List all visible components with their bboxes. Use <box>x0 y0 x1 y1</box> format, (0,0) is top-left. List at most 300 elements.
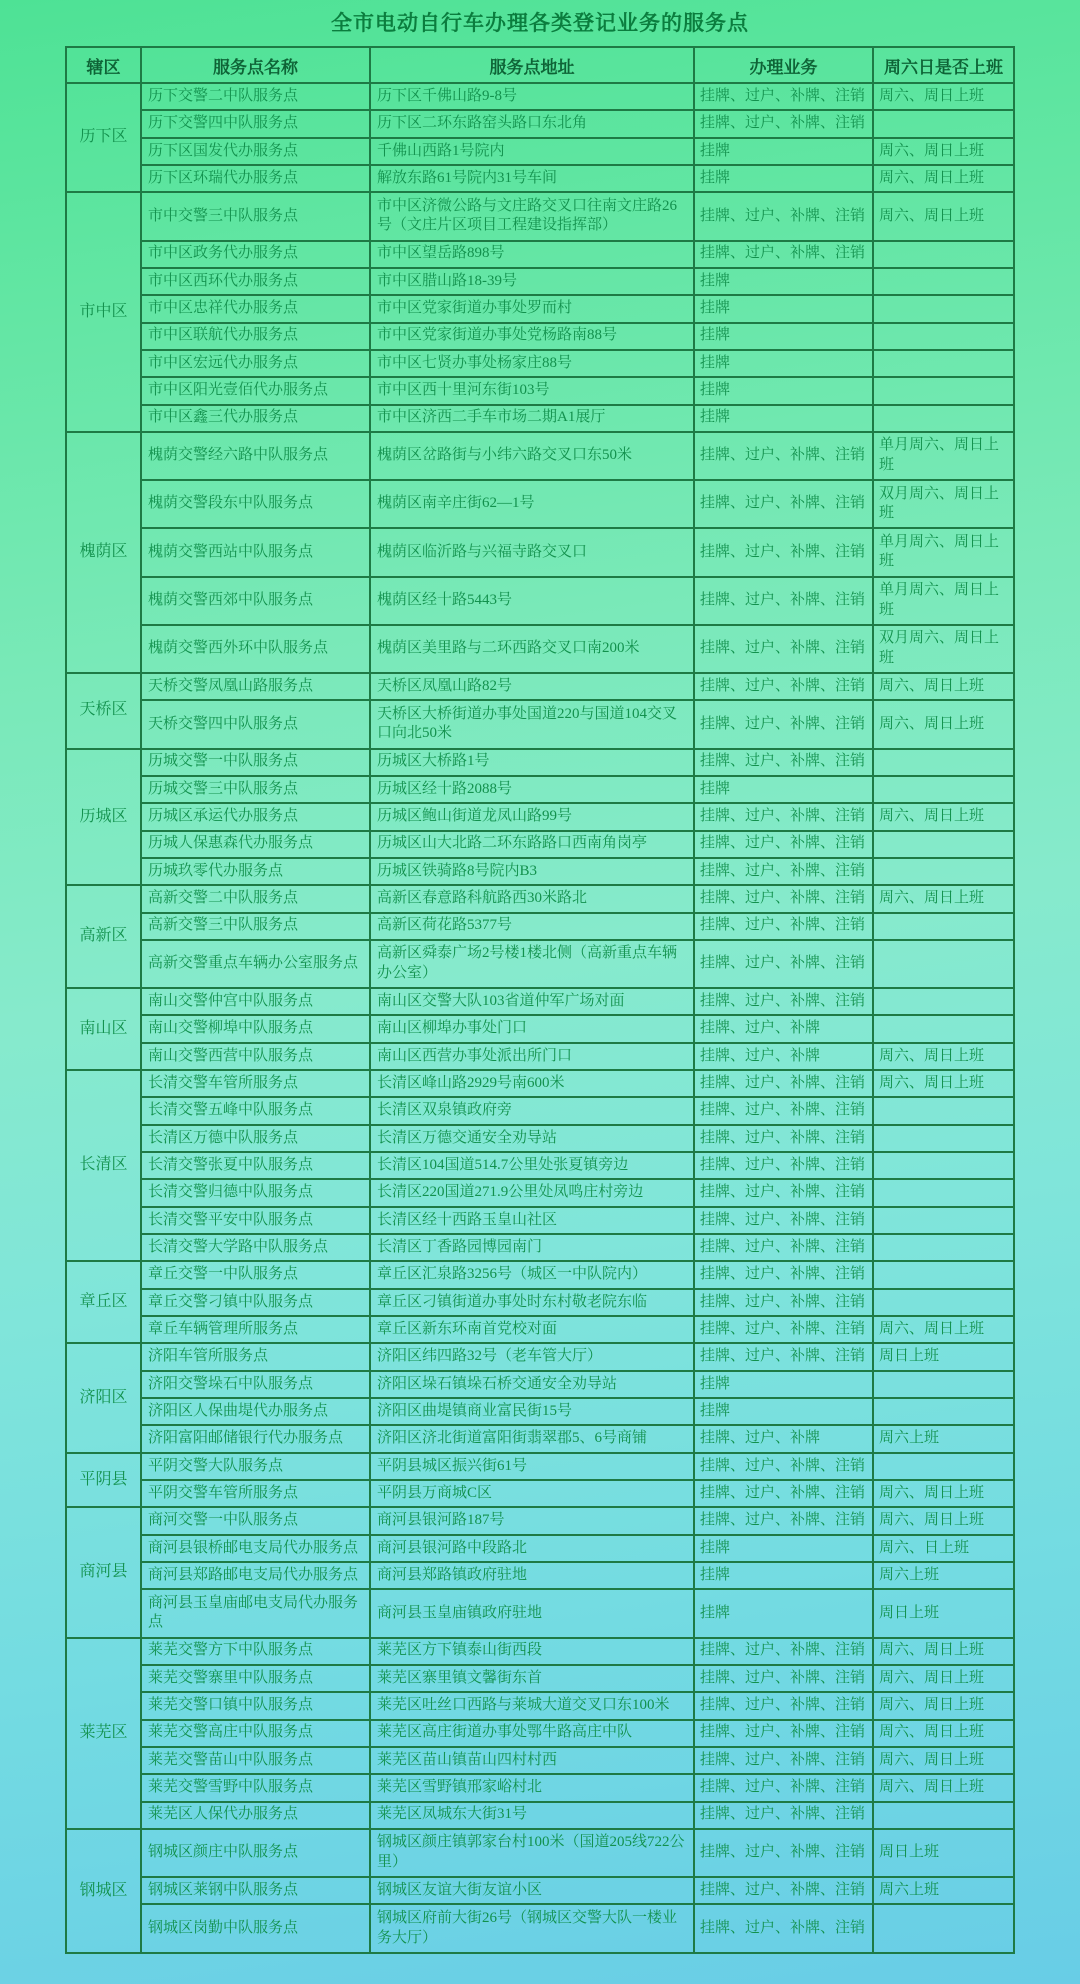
table-row <box>66 350 1014 377</box>
weekend-cell <box>873 1179 1014 1206</box>
weekend-cell: 周六、周日上班 <box>873 803 1014 830</box>
service-name-cell: 钢城区颜庄中队服务点 <box>141 1829 370 1877</box>
services-cell: 挂牌、过户、补牌、注销 <box>694 625 873 673</box>
weekend-cell: 周六、周日上班 <box>873 700 1014 748</box>
service-name-cell: 长清交警大学路中队服务点 <box>141 1234 370 1261</box>
header-row <box>66 47 1014 83</box>
table-row <box>66 268 1014 295</box>
district-cell: 历下区 <box>66 83 141 192</box>
services-cell: 挂牌 <box>694 776 873 803</box>
table-row <box>66 1774 1014 1801</box>
table-row <box>66 803 1014 830</box>
address-cell: 市中区望岳路898号 <box>370 241 694 268</box>
address-cell: 莱芜区雪野镇邢家峪村北 <box>370 1774 694 1801</box>
address-cell: 槐荫区南辛庄街62—1号 <box>370 480 694 528</box>
services-cell: 挂牌、过户、补牌、注销 <box>694 1638 873 1665</box>
address-cell: 长清区220国道271.9公里处凤鸣庄村旁边 <box>370 1179 694 1206</box>
weekend-cell: 周六、周日上班 <box>873 1692 1014 1719</box>
service-name-cell: 槐荫交警段东中队服务点 <box>141 480 370 528</box>
services-cell: 挂牌、过户、补牌、注销 <box>694 1904 873 1953</box>
table-row <box>66 480 1014 528</box>
services-cell: 挂牌、过户、补牌、注销 <box>694 1747 873 1774</box>
table-row <box>66 1234 1014 1261</box>
table-header <box>66 47 1014 83</box>
table-row <box>66 858 1014 885</box>
table-row <box>66 1398 1014 1425</box>
service-name-cell: 莱芜区人保代办服务点 <box>141 1802 370 1829</box>
table-row <box>66 1425 1014 1452</box>
service-name-cell: 槐荫交警西郊中队服务点 <box>141 577 370 625</box>
table-row <box>66 940 1014 988</box>
district-cell: 长清区 <box>66 1070 141 1261</box>
service-name-cell: 市中交警三中队服务点 <box>141 192 370 240</box>
table-row <box>66 1904 1014 1953</box>
table-row <box>66 528 1014 576</box>
address-cell: 长清区峰山路2929号南600米 <box>370 1070 694 1097</box>
table-row <box>66 377 1014 404</box>
service-name-cell: 莱芜交警高庄中队服务点 <box>141 1720 370 1747</box>
weekend-cell: 周六上班 <box>873 1877 1014 1904</box>
address-cell: 市中区党家街道办事处党杨路南88号 <box>370 323 694 350</box>
table-row <box>66 110 1014 137</box>
service-name-cell: 历城人保惠森代办服务点 <box>141 831 370 858</box>
address-cell: 解放东路61号院内31号车间 <box>370 165 694 192</box>
service-name-cell: 南山交警西营中队服务点 <box>141 1043 370 1070</box>
weekend-cell <box>873 776 1014 803</box>
header-services: 办理业务 <box>694 47 873 83</box>
weekend-cell: 周六、周日上班 <box>873 1480 1014 1507</box>
weekend-cell <box>873 350 1014 377</box>
address-cell: 市中区济西二手车市场二期A1展厅 <box>370 405 694 432</box>
weekend-cell <box>873 110 1014 137</box>
table-row <box>66 1692 1014 1719</box>
address-cell: 商河县玉皇庙镇政府驻地 <box>370 1589 694 1637</box>
weekend-cell: 周六、周日上班 <box>873 138 1014 165</box>
address-cell: 商河县银河路中段路北 <box>370 1535 694 1562</box>
weekend-cell <box>873 940 1014 988</box>
address-cell: 钢城区颜庄镇郭家台村100米（国道205线722公里） <box>370 1829 694 1877</box>
address-cell: 槐荫区岔路街与小纬六路交叉口东50米 <box>370 432 694 480</box>
table-row <box>66 1179 1014 1206</box>
table-row <box>66 1152 1014 1179</box>
district-cell: 市中区 <box>66 192 141 432</box>
address-cell: 千佛山西路1号院内 <box>370 138 694 165</box>
weekend-cell <box>873 241 1014 268</box>
weekend-cell: 周六、周日上班 <box>873 1507 1014 1534</box>
service-name-cell: 平阴交警车管所服务点 <box>141 1480 370 1507</box>
weekend-cell: 周六、周日上班 <box>873 1070 1014 1097</box>
service-name-cell: 市中区鑫三代办服务点 <box>141 405 370 432</box>
services-cell: 挂牌、过户、补牌、注销 <box>694 749 873 776</box>
services-cell: 挂牌、过户、补牌、注销 <box>694 1152 873 1179</box>
table-row <box>66 432 1014 480</box>
services-cell: 挂牌、过户、补牌、注销 <box>694 480 873 528</box>
weekend-cell: 周日上班 <box>873 1589 1014 1637</box>
address-cell: 南山区交警大队103省道仲军广场对面 <box>370 988 694 1015</box>
header-service-name: 服务点名称 <box>141 47 370 83</box>
service-points-tbody <box>66 83 1014 1953</box>
table-row <box>66 295 1014 322</box>
weekend-cell <box>873 295 1014 322</box>
address-cell: 济阳区济北街道富阳街翡翠郡5、6号商铺 <box>370 1425 694 1452</box>
table-row <box>66 1562 1014 1589</box>
services-cell: 挂牌 <box>694 1562 873 1589</box>
address-cell: 莱芜区高庄街道办事处鄂牛路高庄中队 <box>370 1720 694 1747</box>
services-cell: 挂牌 <box>694 323 873 350</box>
services-cell: 挂牌、过户、补牌、注销 <box>694 1692 873 1719</box>
district-cell: 平阴县 <box>66 1453 141 1508</box>
table-row <box>66 1589 1014 1637</box>
table-row <box>66 577 1014 625</box>
service-name-cell: 历下区国发代办服务点 <box>141 138 370 165</box>
service-name-cell: 历下交警二中队服务点 <box>141 83 370 110</box>
address-cell: 长清区丁香路园博园南门 <box>370 1234 694 1261</box>
service-name-cell: 槐荫交警经六路中队服务点 <box>141 432 370 480</box>
weekend-cell: 周六、周日上班 <box>873 1720 1014 1747</box>
weekend-cell <box>873 749 1014 776</box>
service-name-cell: 市中区宏远代办服务点 <box>141 350 370 377</box>
services-cell: 挂牌、过户、补牌、注销 <box>694 1261 873 1288</box>
table-row <box>66 192 1014 240</box>
weekend-cell: 周日上班 <box>873 1829 1014 1877</box>
services-cell: 挂牌、过户、补牌、注销 <box>694 577 873 625</box>
address-cell: 高新区荷花路5377号 <box>370 913 694 940</box>
weekend-cell <box>873 1802 1014 1829</box>
weekend-cell <box>873 1152 1014 1179</box>
weekend-cell: 周六、周日上班 <box>873 1043 1014 1070</box>
services-cell: 挂牌 <box>694 1371 873 1398</box>
table-row <box>66 241 1014 268</box>
services-cell: 挂牌、过户、补牌 <box>694 1425 873 1452</box>
table-row <box>66 988 1014 1015</box>
table-row <box>66 885 1014 912</box>
district-cell: 商河县 <box>66 1507 141 1637</box>
address-cell: 钢城区友谊大街友谊小区 <box>370 1877 694 1904</box>
table-row <box>66 1802 1014 1829</box>
address-cell: 南山区西营办事处派出所门口 <box>370 1043 694 1070</box>
address-cell: 莱芜区方下镇泰山街西段 <box>370 1638 694 1665</box>
services-cell: 挂牌、过户、补牌、注销 <box>694 1802 873 1829</box>
services-cell: 挂牌、过户、补牌、注销 <box>694 1507 873 1534</box>
district-cell: 章丘区 <box>66 1261 141 1343</box>
service-name-cell: 莱芜交警方下中队服务点 <box>141 1638 370 1665</box>
service-name-cell: 市中区政务代办服务点 <box>141 241 370 268</box>
table-row <box>66 1507 1014 1534</box>
address-cell: 商河县银河路187号 <box>370 1507 694 1534</box>
district-cell: 槐荫区 <box>66 432 141 673</box>
table-row <box>66 625 1014 673</box>
services-cell: 挂牌、过户、补牌、注销 <box>694 1316 873 1343</box>
service-name-cell: 长清交警车管所服务点 <box>141 1070 370 1097</box>
services-cell: 挂牌、过户、补牌、注销 <box>694 885 873 912</box>
services-cell: 挂牌、过户、补牌、注销 <box>694 528 873 576</box>
weekend-cell: 周六、周日上班 <box>873 83 1014 110</box>
service-name-cell: 市中区忠祥代办服务点 <box>141 295 370 322</box>
services-cell: 挂牌、过户、补牌、注销 <box>694 913 873 940</box>
services-cell: 挂牌、过户、补牌、注销 <box>694 1343 873 1370</box>
weekend-cell <box>873 1125 1014 1152</box>
table-row <box>66 83 1014 110</box>
services-cell: 挂牌 <box>694 350 873 377</box>
table-row <box>66 405 1014 432</box>
address-cell: 历城区大桥路1号 <box>370 749 694 776</box>
weekend-cell <box>873 323 1014 350</box>
address-cell: 南山区柳埠办事处门口 <box>370 1015 694 1042</box>
address-cell: 章丘区新东环南首党校对面 <box>370 1316 694 1343</box>
services-cell: 挂牌、过户、补牌 <box>694 1015 873 1042</box>
services-cell: 挂牌、过户、补牌、注销 <box>694 803 873 830</box>
service-name-cell: 莱芜交警口镇中队服务点 <box>141 1692 370 1719</box>
service-name-cell: 商河县银桥邮电支局代办服务点 <box>141 1535 370 1562</box>
services-cell: 挂牌、过户、补牌、注销 <box>694 988 873 1015</box>
service-name-cell: 莱芜交警寨里中队服务点 <box>141 1665 370 1692</box>
services-cell: 挂牌、过户、补牌、注销 <box>694 83 873 110</box>
services-cell: 挂牌、过户、补牌、注销 <box>694 1720 873 1747</box>
address-cell: 槐荫区临沂路与兴福寺路交叉口 <box>370 528 694 576</box>
address-cell: 莱芜区吐丝口西路与莱城大道交叉口东100米 <box>370 1692 694 1719</box>
services-cell: 挂牌、过户、补牌、注销 <box>694 1125 873 1152</box>
service-name-cell: 市中区联航代办服务点 <box>141 323 370 350</box>
service-name-cell: 槐荫交警西站中队服务点 <box>141 528 370 576</box>
service-name-cell: 长清交警归德中队服务点 <box>141 1179 370 1206</box>
services-cell: 挂牌、过户、补牌 <box>694 1043 873 1070</box>
services-cell: 挂牌 <box>694 377 873 404</box>
services-cell: 挂牌、过户、补牌、注销 <box>694 1480 873 1507</box>
service-name-cell: 平阴交警大队服务点 <box>141 1453 370 1480</box>
address-cell: 长清区双泉镇政府旁 <box>370 1097 694 1124</box>
address-cell: 天桥区大桥街道办事处国道220与国道104交叉口向北50米 <box>370 700 694 748</box>
table-row <box>66 1720 1014 1747</box>
table-row <box>66 749 1014 776</box>
table-row <box>66 1125 1014 1152</box>
services-cell: 挂牌、过户、补牌、注销 <box>694 1234 873 1261</box>
weekend-cell <box>873 1261 1014 1288</box>
district-cell: 历城区 <box>66 749 141 886</box>
weekend-cell <box>873 988 1014 1015</box>
service-name-cell: 章丘车辆管理所服务点 <box>141 1316 370 1343</box>
service-name-cell: 天桥交警凤凰山路服务点 <box>141 673 370 700</box>
weekend-cell <box>873 1398 1014 1425</box>
weekend-cell: 周六、周日上班 <box>873 1747 1014 1774</box>
address-cell: 济阳区纬四路32号（老车管大厅） <box>370 1343 694 1370</box>
service-name-cell: 济阳区人保曲堤代办服务点 <box>141 1398 370 1425</box>
services-cell: 挂牌 <box>694 1398 873 1425</box>
service-name-cell: 济阳交警垛石中队服务点 <box>141 1371 370 1398</box>
weekend-cell <box>873 268 1014 295</box>
service-name-cell: 高新交警重点车辆办公室服务点 <box>141 940 370 988</box>
weekend-cell <box>873 1904 1014 1953</box>
services-cell: 挂牌、过户、补牌、注销 <box>694 1179 873 1206</box>
service-name-cell: 济阳车管所服务点 <box>141 1343 370 1370</box>
address-cell: 莱芜区寨里镇文馨街东首 <box>370 1665 694 1692</box>
table-row <box>66 1829 1014 1877</box>
address-cell: 历城区鲍山街道龙凤山路99号 <box>370 803 694 830</box>
address-cell: 市中区党家街道办事处罗而村 <box>370 295 694 322</box>
table-row <box>66 1371 1014 1398</box>
service-name-cell: 莱芜交警苗山中队服务点 <box>141 1747 370 1774</box>
services-cell: 挂牌、过户、补牌、注销 <box>694 192 873 240</box>
weekend-cell: 周六、周日上班 <box>873 885 1014 912</box>
weekend-cell <box>873 1371 1014 1398</box>
weekend-cell: 单月周六、周日上班 <box>873 577 1014 625</box>
service-name-cell: 长清交警五峰中队服务点 <box>141 1097 370 1124</box>
weekend-cell <box>873 1234 1014 1261</box>
service-name-cell: 历下区环瑞代办服务点 <box>141 165 370 192</box>
services-cell: 挂牌、过户、补牌、注销 <box>694 1453 873 1480</box>
table-row <box>66 1043 1014 1070</box>
weekend-cell: 周六、周日上班 <box>873 1665 1014 1692</box>
weekend-cell: 周六上班 <box>873 1425 1014 1452</box>
services-cell: 挂牌、过户、补牌、注销 <box>694 1665 873 1692</box>
weekend-cell <box>873 377 1014 404</box>
service-name-cell: 槐荫交警西外环中队服务点 <box>141 625 370 673</box>
table-row <box>66 1453 1014 1480</box>
service-name-cell: 莱芜交警雪野中队服务点 <box>141 1774 370 1801</box>
service-name-cell: 天桥交警四中队服务点 <box>141 700 370 748</box>
services-cell: 挂牌、过户、补牌、注销 <box>694 940 873 988</box>
service-name-cell: 高新交警二中队服务点 <box>141 885 370 912</box>
service-name-cell: 济阳富阳邮储银行代办服务点 <box>141 1425 370 1452</box>
address-cell: 济阳区垛石镇垛石桥交通安全劝导站 <box>370 1371 694 1398</box>
services-cell: 挂牌、过户、补牌、注销 <box>694 700 873 748</box>
services-cell: 挂牌、过户、补牌、注销 <box>694 1289 873 1316</box>
weekend-cell <box>873 913 1014 940</box>
table-row <box>66 1070 1014 1097</box>
service-name-cell: 钢城区莱钢中队服务点 <box>141 1877 370 1904</box>
table-row <box>66 1343 1014 1370</box>
address-cell: 长清区万德交通安全劝导站 <box>370 1125 694 1152</box>
services-cell: 挂牌 <box>694 1589 873 1637</box>
weekend-cell: 周六、周日上班 <box>873 192 1014 240</box>
district-cell: 南山区 <box>66 988 141 1070</box>
services-cell: 挂牌、过户、补牌、注销 <box>694 1829 873 1877</box>
service-name-cell: 长清交警张夏中队服务点 <box>141 1152 370 1179</box>
address-cell: 钢城区府前大街26号（钢城区交警大队一楼业务大厅） <box>370 1904 694 1953</box>
service-name-cell: 长清区万德中队服务点 <box>141 1125 370 1152</box>
address-cell: 市中区七贤办事处杨家庄88号 <box>370 350 694 377</box>
address-cell: 章丘区刁镇街道办事处时东村敬老院东临 <box>370 1289 694 1316</box>
weekend-cell: 周六、周日上班 <box>873 1774 1014 1801</box>
weekend-cell: 周六、周日上班 <box>873 165 1014 192</box>
service-name-cell: 章丘交警刁镇中队服务点 <box>141 1289 370 1316</box>
address-cell: 高新区舜泰广场2号楼1楼北侧（高新重点车辆办公室） <box>370 940 694 988</box>
weekend-cell <box>873 1097 1014 1124</box>
service-name-cell: 南山交警柳埠中队服务点 <box>141 1015 370 1042</box>
table-row <box>66 1535 1014 1562</box>
address-cell: 商河县郑路镇政府驻地 <box>370 1562 694 1589</box>
weekend-cell: 周日上班 <box>873 1343 1014 1370</box>
weekend-cell <box>873 405 1014 432</box>
service-name-cell: 商河县玉皇庙邮电支局代办服务点 <box>141 1589 370 1637</box>
address-cell: 平阴县万商城C区 <box>370 1480 694 1507</box>
weekend-cell <box>873 1207 1014 1234</box>
services-cell: 挂牌、过户、补牌、注销 <box>694 673 873 700</box>
address-cell: 莱芜区苗山镇苗山四村村西 <box>370 1747 694 1774</box>
service-name-cell: 高新交警三中队服务点 <box>141 913 370 940</box>
services-cell: 挂牌、过户、补牌、注销 <box>694 1774 873 1801</box>
address-cell: 历城区山大北路二环东路路口西南角岗亭 <box>370 831 694 858</box>
services-cell: 挂牌、过户、补牌、注销 <box>694 432 873 480</box>
weekend-cell: 单月周六、周日上班 <box>873 432 1014 480</box>
services-cell: 挂牌、过户、补牌、注销 <box>694 858 873 885</box>
service-name-cell: 市中区阳光壹佰代办服务点 <box>141 377 370 404</box>
services-cell: 挂牌 <box>694 138 873 165</box>
weekend-cell: 周六、周日上班 <box>873 1638 1014 1665</box>
service-name-cell: 商河县郑路邮电支局代办服务点 <box>141 1562 370 1589</box>
services-cell: 挂牌、过户、补牌、注销 <box>694 1097 873 1124</box>
table-row <box>66 165 1014 192</box>
weekend-cell: 周六、日上班 <box>873 1535 1014 1562</box>
services-cell: 挂牌、过户、补牌、注销 <box>694 241 873 268</box>
service-name-cell: 长清交警平安中队服务点 <box>141 1207 370 1234</box>
district-cell: 莱芜区 <box>66 1638 141 1829</box>
address-cell: 历下区千佛山路9-8号 <box>370 83 694 110</box>
address-cell: 历城区经十路2088号 <box>370 776 694 803</box>
weekend-cell <box>873 1289 1014 1316</box>
table-row <box>66 776 1014 803</box>
service-name-cell: 市中区西环代办服务点 <box>141 268 370 295</box>
weekend-cell <box>873 831 1014 858</box>
table-row <box>66 673 1014 700</box>
address-cell: 市中区西十里河东街103号 <box>370 377 694 404</box>
service-name-cell: 南山交警仲宫中队服务点 <box>141 988 370 1015</box>
services-cell: 挂牌、过户、补牌、注销 <box>694 1207 873 1234</box>
table-row <box>66 138 1014 165</box>
address-cell: 高新区春意路科航路西30米路北 <box>370 885 694 912</box>
services-cell: 挂牌、过户、补牌、注销 <box>694 1070 873 1097</box>
page-title: 全市电动自行车办理各类登记业务的服务点 <box>331 12 749 35</box>
weekend-cell <box>873 1453 1014 1480</box>
table-row <box>66 1638 1014 1665</box>
services-cell: 挂牌 <box>694 405 873 432</box>
header-district: 辖区 <box>66 47 141 83</box>
table-row <box>66 831 1014 858</box>
table-row <box>66 913 1014 940</box>
address-cell: 济阳区曲堤镇商业富民街15号 <box>370 1398 694 1425</box>
address-cell: 长清区104国道514.7公里处张夏镇旁边 <box>370 1152 694 1179</box>
table-row <box>66 1097 1014 1124</box>
service-name-cell: 历城区承运代办服务点 <box>141 803 370 830</box>
weekend-cell: 双月周六、周日上班 <box>873 480 1014 528</box>
services-cell: 挂牌 <box>694 1535 873 1562</box>
table-row <box>66 323 1014 350</box>
address-cell: 天桥区凤凰山路82号 <box>370 673 694 700</box>
service-name-cell: 历城交警三中队服务点 <box>141 776 370 803</box>
table-row <box>66 1480 1014 1507</box>
services-cell: 挂牌 <box>694 165 873 192</box>
table-row <box>66 700 1014 748</box>
address-cell: 长清区经十西路玉皇山社区 <box>370 1207 694 1234</box>
service-points-table <box>65 46 1015 1954</box>
table-row <box>66 1207 1014 1234</box>
services-cell: 挂牌 <box>694 295 873 322</box>
weekend-cell: 周六、周日上班 <box>873 673 1014 700</box>
district-cell: 高新区 <box>66 885 141 988</box>
services-cell: 挂牌、过户、补牌、注销 <box>694 110 873 137</box>
service-name-cell: 钢城区岗勤中队服务点 <box>141 1904 370 1953</box>
weekend-cell: 双月周六、周日上班 <box>873 625 1014 673</box>
service-name-cell: 商河交警一中队服务点 <box>141 1507 370 1534</box>
table-row <box>66 1015 1014 1042</box>
table-row <box>66 1261 1014 1288</box>
table-row <box>66 1747 1014 1774</box>
district-cell: 钢城区 <box>66 1829 141 1953</box>
address-cell: 莱芜区凤城东大街31号 <box>370 1802 694 1829</box>
address-cell: 历城区铁骑路8号院内B3 <box>370 858 694 885</box>
weekend-cell: 单月周六、周日上班 <box>873 528 1014 576</box>
address-cell: 市中区济微公路与文庄路交叉口往南文庄路26号（文庄片区项目工程建设指挥部） <box>370 192 694 240</box>
service-name-cell: 历下交警四中队服务点 <box>141 110 370 137</box>
